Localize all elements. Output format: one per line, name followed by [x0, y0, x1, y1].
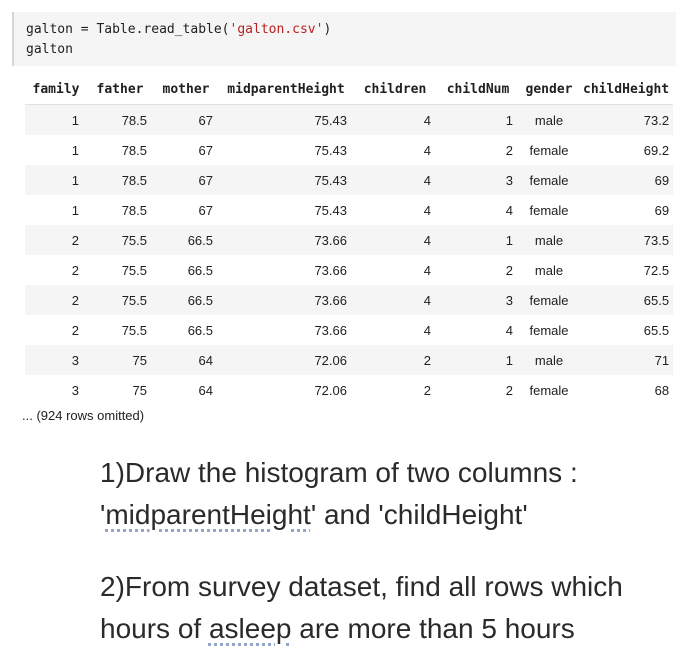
cell-childnum: 4 [505, 202, 513, 218]
cell-children: 4 [423, 322, 431, 338]
question-1 [100, 452, 680, 536]
cell-father: 78.5 [121, 202, 147, 218]
cell-mother: 66.5 [187, 322, 213, 338]
cell-childheight: 68 [654, 382, 670, 398]
table-row [25, 315, 673, 345]
cell-gender: male [519, 225, 579, 255]
code-operator: = [72, 22, 97, 37]
cell-childnum: 2 [505, 142, 513, 158]
cell-children: 4 [353, 105, 437, 136]
cell-father: 78.5 [121, 142, 147, 158]
code-close-paren: ) [323, 22, 332, 37]
cell-gender: female [529, 322, 569, 338]
cell-childnum: 2 [505, 382, 513, 398]
code-variable: galton [26, 22, 73, 37]
cell-childnum: 3 [437, 165, 519, 195]
cell-family: 1 [25, 105, 87, 136]
cell-mother: 64 [153, 345, 219, 375]
cell-childheight: 69 [579, 165, 673, 195]
column-header-childnum: childNum [437, 74, 519, 105]
table-row [25, 165, 673, 195]
table-header-row [25, 74, 673, 105]
cell-childnum: 1 [437, 345, 519, 375]
cell-midparentheight: 75.43 [219, 105, 353, 136]
cell-father: 75.5 [121, 262, 147, 278]
column-header-gender: gender [519, 74, 579, 105]
cell-mother: 67 [198, 142, 213, 158]
code-cell[interactable] [12, 12, 676, 66]
cell-childheight: 69 [654, 202, 670, 218]
cell-gender: male [519, 105, 579, 136]
cell-childheight: 71 [579, 345, 673, 375]
cell-family: 2 [25, 225, 87, 255]
column-header-children: children [353, 74, 437, 105]
cell-family: 2 [25, 285, 87, 315]
table-row [25, 135, 673, 165]
cell-childheight: 65.5 [643, 322, 670, 338]
cell-childheight: 65.5 [579, 285, 673, 315]
cell-mother: 67 [153, 105, 219, 136]
cell-midparentheight: 75.43 [314, 202, 347, 218]
cell-childnum: 1 [437, 225, 519, 255]
column-header-childheight: childHeight [579, 74, 673, 105]
q1-quote-close: ' [522, 499, 528, 530]
cell-mother: 67 [153, 165, 219, 195]
table-row [25, 195, 673, 225]
column-header-family: family [25, 74, 87, 105]
cell-gender: female [519, 165, 579, 195]
q2-prefix: hours of [100, 613, 209, 644]
question-1-line-2 [100, 494, 680, 536]
cell-father: 75.5 [87, 225, 153, 255]
cell-midparentheight: 75.43 [314, 142, 347, 158]
cell-childnum: 3 [437, 285, 519, 315]
cell-children: 2 [353, 345, 437, 375]
cell-childnum: 1 [437, 105, 519, 136]
cell-father: 75 [87, 345, 153, 375]
q2-suffix: are more than 5 hours [291, 613, 575, 644]
cell-midparentheight: 73.66 [314, 262, 347, 278]
cell-childheight: 69.2 [643, 142, 670, 158]
cell-family: 3 [71, 382, 79, 398]
cell-mother: 66.5 [187, 262, 213, 278]
table-row [25, 225, 673, 255]
cell-mother: 67 [198, 202, 213, 218]
cell-gender: male [519, 345, 579, 375]
cell-childheight: 73.5 [579, 225, 673, 255]
cell-family: 2 [71, 262, 79, 278]
cell-children: 4 [353, 285, 437, 315]
cell-midparentheight: 72.06 [314, 382, 347, 398]
cell-gender: female [529, 382, 569, 398]
column-header-mother: mother [153, 74, 219, 105]
cell-gender: female [519, 285, 579, 315]
q2-term-asleep: asleep [208, 613, 292, 644]
cell-father: 75 [132, 382, 147, 398]
cell-children: 4 [423, 142, 431, 158]
cell-father: 75.5 [87, 285, 153, 315]
cell-children: 4 [353, 225, 437, 255]
cell-childnum: 4 [505, 322, 513, 338]
question-2-line-1: 2)From survey dataset, find all rows which [100, 571, 623, 602]
cell-childheight: 73.2 [579, 105, 673, 136]
cell-father: 78.5 [87, 105, 153, 136]
code-string: 'galton.csv' [229, 22, 324, 37]
cell-mother: 66.5 [153, 225, 219, 255]
cell-children: 2 [423, 382, 431, 398]
cell-children: 4 [423, 262, 431, 278]
table-row [25, 105, 673, 136]
cell-midparentheight: 73.66 [219, 225, 353, 255]
cell-gender: female [529, 202, 569, 218]
column-header-midparentheight: midparentHeight [219, 74, 353, 105]
cell-midparentheight: 72.06 [219, 345, 353, 375]
output-table [25, 74, 673, 405]
cell-father: 75.5 [121, 322, 147, 338]
cell-midparentheight: 73.66 [314, 322, 347, 338]
table-row [25, 375, 673, 405]
cell-family: 2 [71, 322, 79, 338]
table-row [25, 255, 673, 285]
question-2 [100, 566, 680, 650]
cell-midparentheight: 75.43 [219, 165, 353, 195]
cell-family: 3 [25, 345, 87, 375]
q1-quote-open: ' [100, 499, 106, 530]
q1-term-midparentheight: midparentHeight [105, 499, 311, 530]
code-line-2: galton [26, 42, 73, 57]
cell-mother: 66.5 [153, 285, 219, 315]
cell-gender: male [534, 262, 564, 278]
cell-family: 1 [25, 165, 87, 195]
cell-family: 1 [71, 202, 79, 218]
rows-omitted-note: ... (924 rows omitted) [22, 408, 145, 423]
cell-mother: 64 [198, 382, 213, 398]
cell-children: 4 [353, 165, 437, 195]
cell-father: 78.5 [87, 165, 153, 195]
cell-gender: female [529, 142, 569, 158]
cell-midparentheight: 73.66 [219, 285, 353, 315]
table-row [25, 285, 673, 315]
table-row [25, 345, 673, 375]
question-2-line-2 [100, 608, 680, 650]
cell-childnum: 2 [505, 262, 513, 278]
q1-term-childheight: childHeight [383, 499, 523, 530]
code-call: Table.read_table( [96, 22, 230, 37]
cell-children: 4 [423, 202, 431, 218]
cell-family: 1 [71, 142, 79, 158]
q1-and: ' and ' [310, 499, 384, 530]
cell-childheight: 72.5 [643, 262, 670, 278]
question-1-line-1: 1)Draw the histogram of two columns : [100, 457, 578, 488]
column-header-father: father [87, 74, 153, 105]
